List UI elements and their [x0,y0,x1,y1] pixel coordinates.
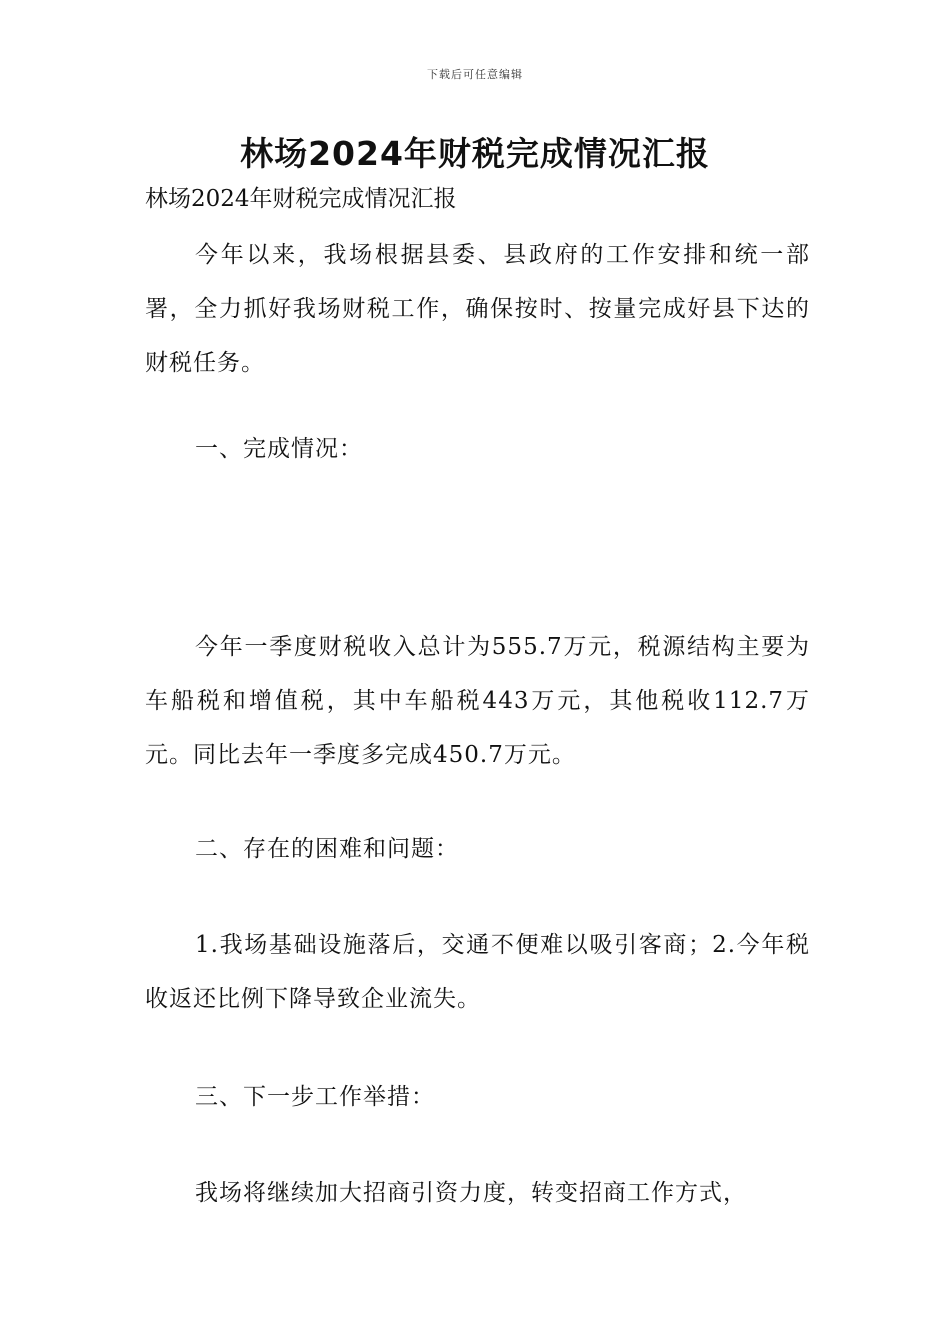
section2-heading: 二、存在的困难和问题： [195,836,459,862]
intro-paragraph: 今年以来，我场根据县委、县政府的工作安排和统一部署，全力抓好我场财税工作，确保按时、按量完成好县下达的财税任务。 [145,242,810,376]
section3-heading: 三、下一步工作举措： [195,1084,435,1110]
section3-paragraph: 我场将继续加大招商引资力度，转变招商工作方式， [195,1180,747,1206]
document-title: 林场2024年财税完成情况汇报 [240,134,710,173]
section2-paragraph: 1.我场基础设施落后，交通不便难以吸引客商；2.今年税收返还比例下降导致企业流失。 [145,932,810,1012]
section1-paragraph: 今年一季度财税收入总计为555.7万元，税源结构主要为车船税和增值税，其中车船税443万元，其他税收112.7万元。同比去年一季度多完成450.7万元。 [145,634,810,768]
document-subtitle: 林场2024年财税完成情况汇报 [145,186,457,212]
header-note: 下载后可任意编辑 [427,68,523,81]
section1-heading: 一、完成情况： [195,436,363,462]
